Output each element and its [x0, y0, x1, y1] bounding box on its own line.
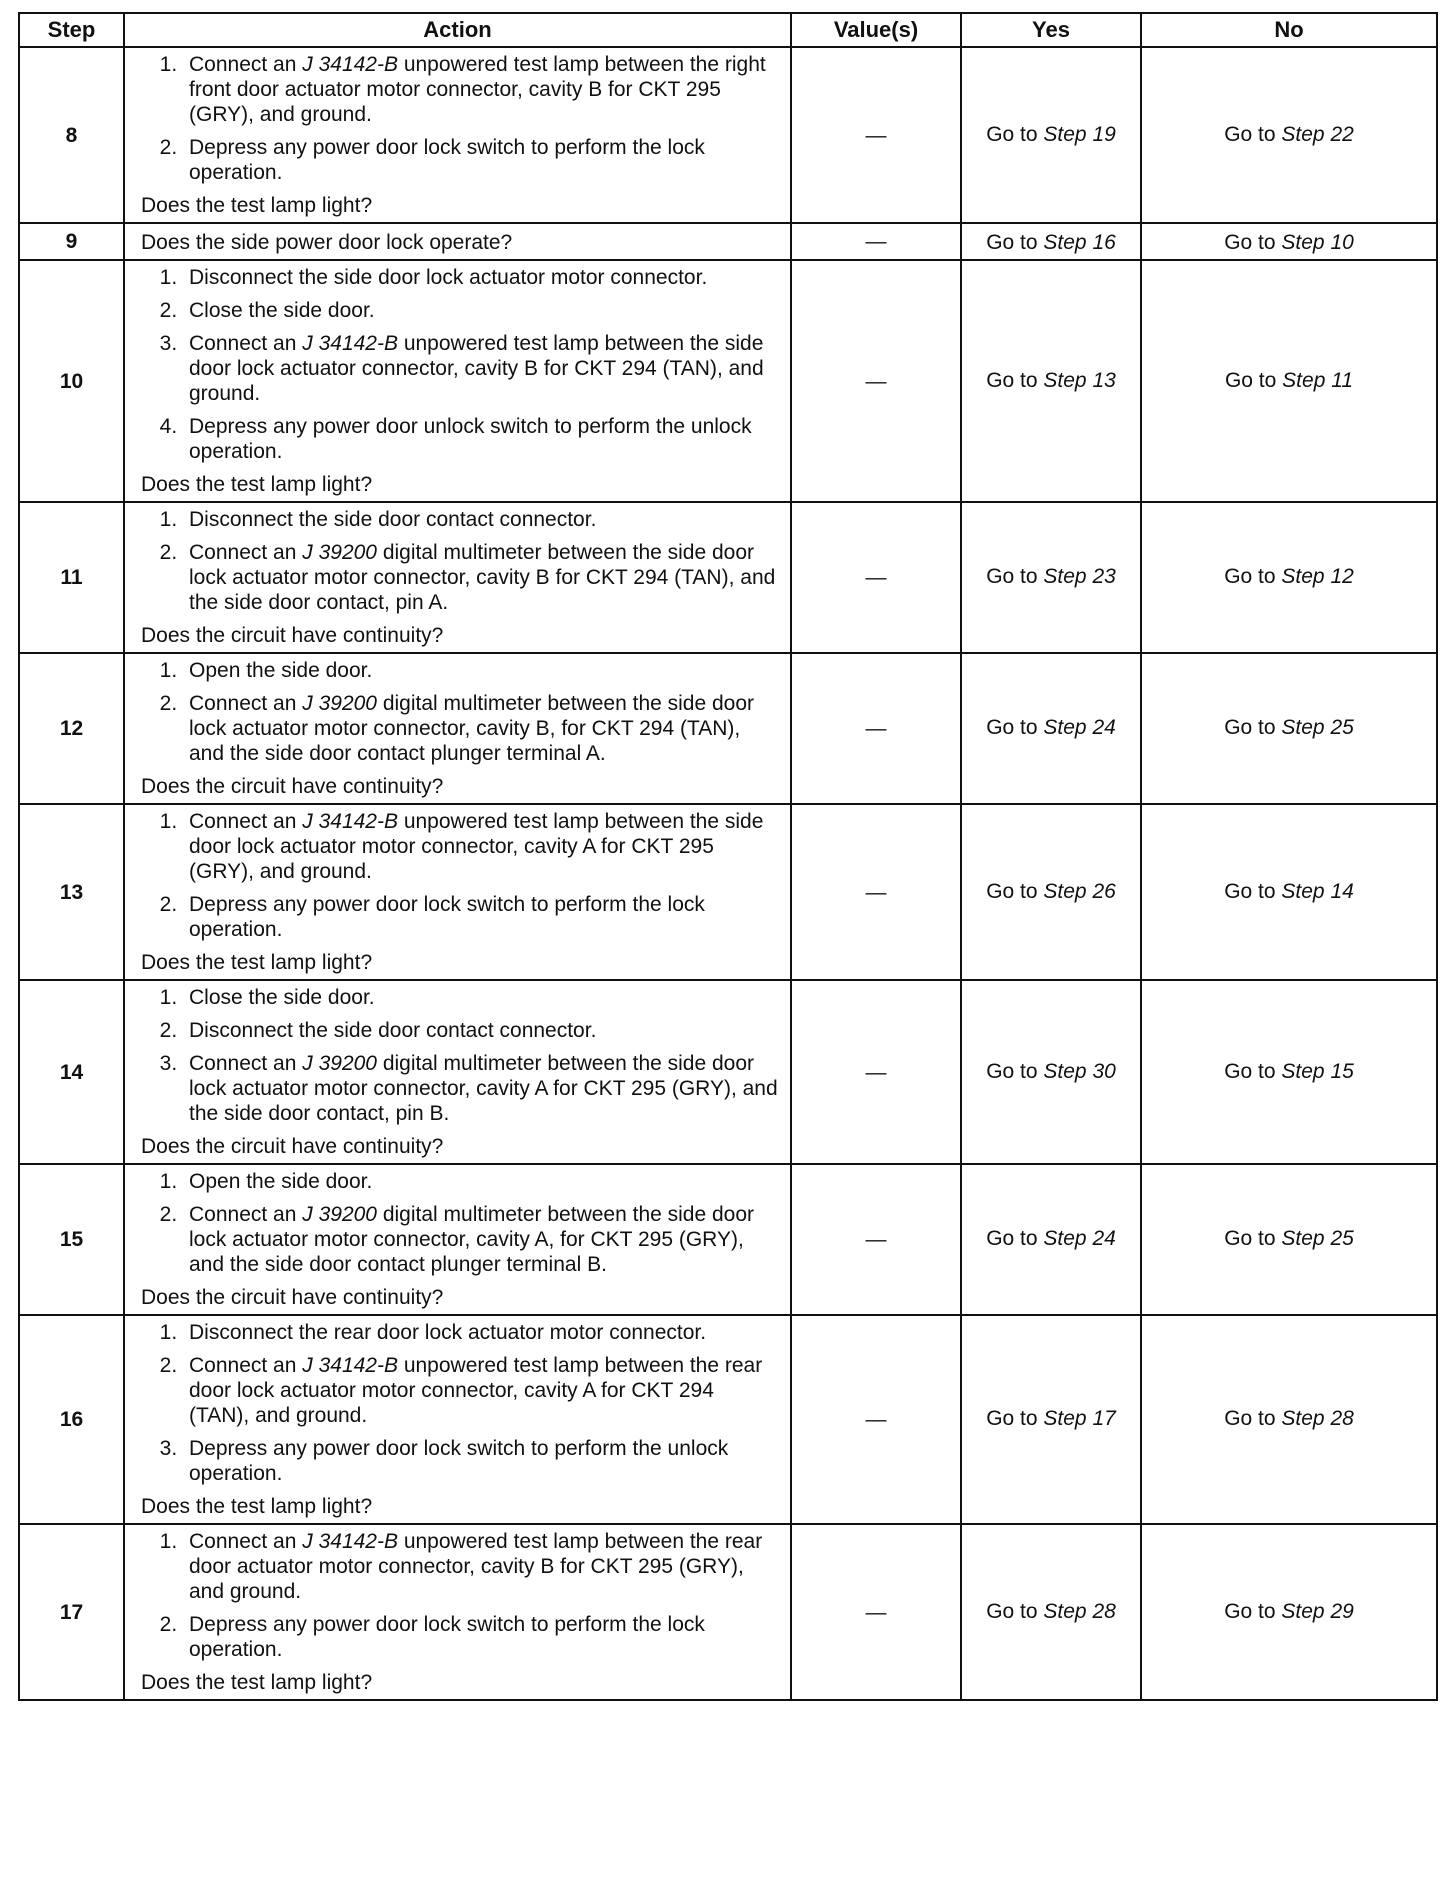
step-reference [1281, 1060, 1353, 1083]
action-question: Does the circuit have continuity? [141, 1135, 444, 1158]
no-cell [1141, 1524, 1437, 1700]
action-item [183, 298, 778, 323]
step-word: Step [1043, 1227, 1087, 1250]
action-item [183, 658, 778, 683]
step-number: 25 [1330, 1227, 1354, 1250]
action-list [141, 1529, 778, 1662]
action-cell [124, 47, 791, 223]
step-number: 30 [1092, 1059, 1116, 1083]
yes-cell [961, 1315, 1141, 1524]
action-text: Connect an [189, 1052, 303, 1075]
action-text: Disconnect the side door contact connector. [189, 508, 597, 531]
step-number: 24 [1092, 1227, 1116, 1250]
step-number: 22 [1330, 122, 1354, 146]
tool-reference: J 39200 [302, 541, 377, 564]
action-list [141, 1169, 778, 1277]
step-number-cell: 10 [19, 260, 124, 502]
action-item [183, 540, 778, 615]
step-reference [1281, 1227, 1353, 1250]
action-cell [124, 1164, 791, 1315]
action-question: Does the circuit have continuity? [141, 775, 444, 798]
step-word: Step [1281, 565, 1325, 588]
action-text: unpowered test lamp between the side door lock actuator motor connector, cavity A for CKT 295 (GRY), and ground. [189, 810, 764, 883]
action-item [183, 414, 778, 464]
action-text: unpowered test lamp between the rear door actuator motor connector, cavity B for CKT 295 (GRY), and ground. [189, 1530, 763, 1603]
action-text: Connect an [189, 1203, 303, 1226]
step-number: 19 [1092, 122, 1116, 146]
action-list [141, 265, 778, 464]
tool-reference: J 34142-B [302, 1354, 398, 1377]
table-row [19, 502, 1437, 653]
action-item [183, 1436, 778, 1486]
no-cell [1141, 502, 1437, 653]
action-text: Connect an [189, 810, 303, 833]
action-item [183, 809, 778, 884]
yes-cell [961, 653, 1141, 804]
action-list [141, 507, 778, 615]
no-cell [1141, 223, 1437, 260]
action-list [141, 52, 778, 185]
step-word: Step [1281, 1599, 1325, 1623]
action-text: Depress any power door lock switch to perform the lock operation. [189, 1613, 705, 1661]
step-reference [1043, 880, 1115, 903]
goto-prefix: Go to [1224, 368, 1277, 392]
action-cell [124, 223, 791, 260]
tool-reference: J 39200 [302, 1052, 377, 1075]
no-cell [1141, 653, 1437, 804]
action-cell [124, 260, 791, 502]
header-row [19, 13, 1437, 47]
step-number: 10 [1330, 230, 1354, 254]
step-number: 26 [1092, 879, 1116, 903]
yes-cell [961, 980, 1141, 1164]
step-reference [1281, 716, 1353, 739]
step-reference [1043, 123, 1115, 146]
action-text: unpowered test lamp between the right front door actuator motor connector, cavity B for CKT 295 (GRY), and ground. [189, 53, 766, 126]
step-number-cell: 15 [19, 1164, 124, 1315]
action-text: Disconnect the rear door lock actuator motor connector. [189, 1321, 707, 1344]
action-text: Depress any power door unlock switch to perform the unlock operation. [189, 415, 752, 463]
goto-prefix: Go to [986, 1059, 1038, 1083]
action-item [183, 1051, 778, 1126]
action-question: Does the test lamp light? [141, 951, 373, 974]
no-cell [1141, 1164, 1437, 1315]
header-values: Value(s) [791, 13, 961, 47]
action-text: unpowered test lamp between the rear door lock actuator motor connector, cavity A for CKT 294 (TAN), and ground. [189, 1354, 763, 1427]
step-word: Step [1043, 716, 1087, 739]
action-list [141, 985, 778, 1126]
value-cell: — [791, 804, 961, 980]
table-row [19, 653, 1437, 804]
tool-reference: J 39200 [302, 692, 377, 715]
step-number-cell: 11 [19, 502, 124, 653]
goto-prefix: Go to [986, 230, 1038, 254]
table-row [19, 1315, 1437, 1524]
value-cell: — [791, 1315, 961, 1524]
yes-cell [961, 804, 1141, 980]
step-number: 28 [1330, 1407, 1354, 1430]
action-text: Connect an [189, 332, 303, 355]
step-word: Step [1281, 1227, 1325, 1250]
action-text: Depress any power door lock switch to perform the lock operation. [189, 893, 705, 941]
step-reference [1043, 1600, 1115, 1623]
step-number: 24 [1092, 716, 1116, 739]
goto-prefix: Go to [986, 368, 1038, 392]
table-row [19, 980, 1437, 1164]
action-item [183, 892, 778, 942]
step-reference [1281, 565, 1353, 588]
step-number: 17 [1092, 1407, 1116, 1430]
value-cell: — [791, 223, 961, 260]
goto-prefix: Go to [1224, 122, 1276, 146]
yes-cell [961, 502, 1141, 653]
table-row [19, 47, 1437, 223]
goto-prefix: Go to [986, 565, 1038, 588]
goto-prefix: Go to [986, 879, 1038, 903]
yes-cell [961, 1524, 1141, 1700]
goto-prefix: Go to [1224, 565, 1276, 588]
step-reference [1043, 716, 1115, 739]
action-item [183, 135, 778, 185]
step-word: Step [1281, 1059, 1325, 1083]
action-item [183, 1320, 778, 1345]
no-cell [1141, 260, 1437, 502]
action-question: Does the test lamp light? [141, 194, 373, 217]
step-word: Step [1043, 230, 1087, 254]
step-word: Step [1043, 1407, 1087, 1430]
action-item [183, 52, 778, 127]
goto-prefix: Go to [1224, 1059, 1276, 1083]
yes-cell [961, 223, 1141, 260]
action-item [183, 1353, 778, 1428]
step-reference [1043, 565, 1115, 588]
value-cell: — [791, 47, 961, 223]
tool-reference: J 34142-B [302, 332, 398, 355]
step-word: Step [1281, 716, 1325, 739]
goto-prefix: Go to [1224, 1407, 1276, 1430]
header-action: Action [124, 13, 791, 47]
action-text: Connect an [189, 541, 303, 564]
table-row [19, 804, 1437, 980]
step-number: 16 [1092, 230, 1116, 254]
action-text: Close the side door. [189, 299, 375, 322]
step-number-cell: 17 [19, 1524, 124, 1700]
step-word: Step [1043, 879, 1087, 903]
action-cell [124, 653, 791, 804]
step-number: 14 [1330, 879, 1354, 903]
value-cell: — [791, 260, 961, 502]
header-no: No [1141, 13, 1437, 47]
goto-prefix: Go to [1224, 1227, 1276, 1250]
action-item [183, 265, 778, 290]
table-body [19, 47, 1437, 1700]
step-number-cell: 14 [19, 980, 124, 1164]
step-number-cell: 9 [19, 223, 124, 260]
step-word: Step [1043, 565, 1087, 588]
step-reference [1281, 1600, 1353, 1623]
tool-reference: J 34142-B [302, 810, 398, 833]
action-list [141, 809, 778, 942]
step-number-cell: 13 [19, 804, 124, 980]
no-cell [1141, 980, 1437, 1164]
step-reference [1281, 1407, 1353, 1430]
action-text: digital multimeter between the side door lock actuator motor connector, cavity B for CKT 294 (TAN), and the side door contact, pin A. [189, 541, 776, 614]
action-cell [124, 502, 791, 653]
value-cell: — [791, 502, 961, 653]
action-item [183, 1612, 778, 1662]
action-list [141, 1320, 778, 1486]
action-item [183, 1529, 778, 1604]
action-item [183, 1202, 778, 1277]
table-row [19, 1164, 1437, 1315]
goto-prefix: Go to [1224, 1599, 1276, 1623]
action-item [183, 1169, 778, 1194]
goto-prefix: Go to [986, 1599, 1038, 1623]
value-cell: — [791, 653, 961, 804]
step-word: Step [1281, 879, 1325, 903]
step-number: 11 [1331, 368, 1354, 392]
action-list [141, 658, 778, 766]
action-item [183, 331, 778, 406]
table-row [19, 1524, 1437, 1700]
action-item [183, 691, 778, 766]
action-text: Connect an [189, 53, 303, 76]
step-number: 23 [1092, 565, 1116, 588]
step-word: Step [1281, 230, 1325, 254]
action-text: Open the side door. [189, 659, 373, 682]
action-text: digital multimeter between the side door lock actuator motor connector, cavity B, for CKT 294 (TAN), and the side door contact plunger terminal A. [189, 692, 755, 765]
goto-prefix: Go to [1224, 716, 1276, 739]
action-question: Does the side power door lock operate? [141, 231, 513, 254]
action-cell [124, 1524, 791, 1700]
goto-prefix: Go to [986, 716, 1038, 739]
step-number: 25 [1330, 716, 1354, 739]
step-reference [1043, 1407, 1115, 1430]
action-text: unpowered test lamp between the side door lock actuator connector, cavity B for CKT 294 (TAN), and ground. [189, 332, 764, 405]
action-question: Does the circuit have continuity? [141, 1286, 444, 1309]
step-reference [1281, 880, 1353, 903]
step-word: Step [1043, 122, 1087, 146]
tool-reference: J 34142-B [302, 1530, 398, 1553]
no-cell [1141, 804, 1437, 980]
action-question: Does the test lamp light? [141, 473, 373, 496]
goto-prefix: Go to [986, 122, 1038, 146]
no-cell [1141, 1315, 1437, 1524]
goto-prefix: Go to [986, 1407, 1038, 1430]
action-cell [124, 804, 791, 980]
goto-prefix: Go to [986, 1227, 1038, 1250]
value-cell: — [791, 980, 961, 1164]
header-step: Step [19, 13, 124, 47]
step-number-cell: 16 [19, 1315, 124, 1524]
step-word: Step [1043, 1059, 1087, 1083]
diagnostic-table [18, 12, 1438, 1701]
value-cell: — [791, 1524, 961, 1700]
step-number-cell: 12 [19, 653, 124, 804]
tool-reference: J 39200 [302, 1203, 377, 1226]
step-word: Step [1281, 122, 1325, 146]
step-number: 28 [1092, 1599, 1116, 1623]
action-text: Disconnect the side door contact connector. [189, 1019, 597, 1042]
yes-cell [961, 1164, 1141, 1315]
goto-prefix: Go to [1224, 230, 1276, 254]
action-cell [124, 1315, 791, 1524]
action-text: Connect an [189, 692, 303, 715]
action-question: Does the circuit have continuity? [141, 624, 444, 647]
action-text: Open the side door. [189, 1170, 373, 1193]
step-number: 12 [1330, 565, 1354, 588]
goto-prefix: Go to [1224, 879, 1276, 903]
table-row [19, 223, 1437, 260]
yes-cell [961, 47, 1141, 223]
action-item [183, 985, 778, 1010]
step-reference [1281, 123, 1353, 146]
action-text: digital multimeter between the side door lock actuator motor connector, cavity A, for CKT 295 (GRY), and the side door contact plunger terminal B. [189, 1203, 755, 1276]
step-number: 13 [1092, 368, 1116, 392]
header-yes: Yes [961, 13, 1141, 47]
step-word: Step [1043, 1599, 1087, 1623]
step-reference [1043, 1060, 1115, 1083]
action-question: Does the test lamp light? [141, 1671, 373, 1694]
action-text: Connect an [189, 1354, 303, 1377]
value-cell: — [791, 1164, 961, 1315]
step-word: Step [1282, 368, 1326, 392]
step-reference [1043, 369, 1115, 392]
step-reference [1043, 231, 1115, 254]
table-row [19, 260, 1437, 502]
action-item [183, 507, 778, 532]
step-reference [1281, 231, 1353, 254]
action-item [183, 1018, 778, 1043]
action-cell [124, 980, 791, 1164]
step-number: 15 [1330, 1059, 1354, 1083]
action-text: digital multimeter between the side door lock actuator motor connector, cavity A for CKT 295 (GRY), and the side door contact, pin B. [189, 1052, 778, 1125]
step-reference [1282, 369, 1353, 392]
tool-reference: J 34142-B [302, 53, 398, 76]
action-text: Disconnect the side door lock actuator motor connector. [189, 266, 708, 289]
step-number-cell: 8 [19, 47, 124, 223]
action-text: Depress any power door lock switch to perform the unlock operation. [189, 1437, 729, 1485]
action-text: Depress any power door lock switch to perform the lock operation. [189, 136, 705, 184]
step-number: 29 [1330, 1599, 1354, 1623]
action-text: Close the side door. [189, 986, 375, 1009]
no-cell [1141, 47, 1437, 223]
step-word: Step [1281, 1407, 1325, 1430]
step-reference [1043, 1227, 1115, 1250]
action-text: Connect an [189, 1530, 303, 1553]
action-question: Does the test lamp light? [141, 1495, 373, 1518]
step-word: Step [1043, 368, 1087, 392]
yes-cell [961, 260, 1141, 502]
